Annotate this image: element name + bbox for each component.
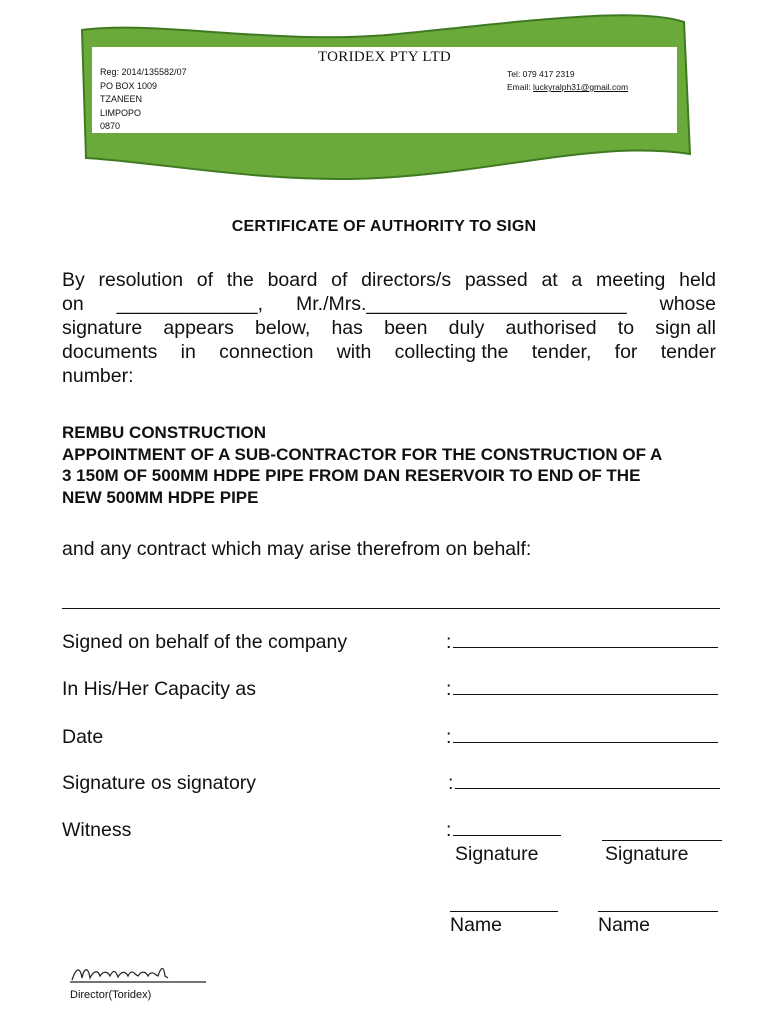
address-line: PO BOX 1009 bbox=[100, 80, 158, 91]
word: appears bbox=[163, 317, 234, 339]
witness-1-name-blank[interactable] bbox=[450, 911, 558, 912]
witness-2-name-blank[interactable] bbox=[598, 911, 718, 912]
paragraph-line bbox=[62, 292, 716, 316]
witness-2-signature-blank[interactable] bbox=[602, 840, 722, 841]
word: below, bbox=[255, 317, 311, 339]
word: passed bbox=[464, 269, 528, 291]
word: of bbox=[196, 269, 214, 291]
capacity-label: In His/Her Capacity as bbox=[62, 678, 256, 700]
word: duly bbox=[448, 317, 485, 339]
colon: : bbox=[446, 726, 452, 748]
word: for bbox=[614, 341, 638, 363]
project-line: REMBU CONSTRUCTION bbox=[62, 423, 266, 442]
word: meeting bbox=[596, 269, 666, 291]
letterhead-panel bbox=[92, 47, 677, 133]
paragraph-line: number: bbox=[62, 365, 134, 387]
arise-statement: and any contract which may arise therefrom on behalf: bbox=[62, 538, 532, 560]
word: collecting the bbox=[394, 341, 509, 363]
behalf-blank-line[interactable] bbox=[62, 608, 720, 609]
witness-2-name-caption: Name bbox=[598, 914, 651, 936]
address-line: Reg: 2014/135582/07 bbox=[100, 67, 187, 77]
signatory-signature-field[interactable] bbox=[448, 772, 720, 795]
word: tender, bbox=[531, 341, 592, 363]
word: connection bbox=[219, 341, 314, 363]
word: in bbox=[180, 341, 196, 363]
director-caption: Director(Toridex) bbox=[70, 989, 152, 1001]
signatory-signature-blank[interactable] bbox=[455, 772, 720, 789]
project-line: NEW 500MM HDPE PIPE bbox=[62, 487, 259, 507]
word: signature bbox=[62, 317, 143, 339]
witness-1-name-caption: Name bbox=[450, 914, 503, 936]
company-name: TORIDEX PTY LTD bbox=[317, 49, 452, 65]
word: been bbox=[384, 317, 428, 339]
witness-label: Witness bbox=[62, 819, 132, 841]
email-line bbox=[507, 81, 628, 94]
paragraph-line bbox=[62, 340, 716, 364]
address-line: LIMPOPO bbox=[100, 107, 142, 118]
colon: : bbox=[448, 772, 454, 794]
company-address bbox=[100, 66, 187, 134]
word: board bbox=[267, 269, 318, 291]
signed-on-behalf-blank[interactable] bbox=[453, 631, 718, 648]
word: with bbox=[336, 341, 372, 363]
word: the bbox=[226, 269, 254, 291]
email-link[interactable]: luckyralph31@gmail.com bbox=[532, 82, 629, 92]
signed-on-behalf-label: Signed on behalf of the company bbox=[62, 631, 348, 653]
word: has bbox=[331, 317, 363, 339]
word: documents bbox=[62, 341, 158, 363]
signed-on-behalf-field[interactable] bbox=[446, 631, 718, 654]
document-title: CERTIFICATE OF AUTHORITY TO SIGN bbox=[231, 218, 537, 235]
director-signature bbox=[68, 958, 208, 986]
telephone: Tel: 079 417 2319 bbox=[507, 69, 575, 79]
colon: : bbox=[446, 678, 452, 700]
witness-1-signature-caption: Signature bbox=[455, 843, 539, 865]
word: held bbox=[679, 269, 716, 291]
word: to bbox=[617, 317, 635, 339]
project-line: APPOINTMENT OF A SUB-CONTRACTOR FOR THE CONSTRUCTION OF A bbox=[62, 444, 663, 464]
witness-field[interactable] bbox=[446, 819, 561, 842]
colon: : bbox=[446, 819, 452, 841]
signatory-signature-label: Signature os signatory bbox=[62, 772, 257, 794]
word: sign all bbox=[655, 317, 716, 339]
witness-2-signature-caption: Signature bbox=[605, 843, 689, 865]
paragraph-line bbox=[62, 316, 716, 340]
word: a bbox=[571, 269, 583, 291]
word: By bbox=[62, 269, 85, 291]
address-line: 0870 bbox=[100, 121, 121, 132]
word: on bbox=[62, 293, 84, 315]
date-field[interactable] bbox=[446, 726, 718, 749]
project-line: 3 150M OF 500MM HDPE PIPE FROM DAN RESERVOIR TO END OF THE bbox=[62, 466, 641, 485]
date-label: Date bbox=[62, 726, 104, 748]
word: whose bbox=[659, 293, 716, 315]
word: directors/s bbox=[361, 269, 452, 291]
date-blank[interactable] bbox=[453, 726, 718, 743]
word: resolution bbox=[98, 269, 184, 291]
tender-project bbox=[62, 422, 722, 508]
meeting-date-blank: _____________, bbox=[116, 293, 264, 315]
word: authorised bbox=[505, 317, 597, 339]
capacity-field[interactable] bbox=[446, 678, 718, 701]
word: tender bbox=[660, 341, 716, 363]
witness-1-signature-blank[interactable] bbox=[453, 819, 561, 836]
capacity-blank[interactable] bbox=[453, 678, 718, 695]
company-contact bbox=[507, 68, 628, 94]
address-line: TZANEEN bbox=[100, 94, 143, 105]
colon: : bbox=[446, 631, 452, 653]
signatory-name-blank: Mr./Mrs.________________________ bbox=[295, 293, 627, 315]
word: of bbox=[331, 269, 348, 291]
resolution-paragraph bbox=[62, 268, 716, 388]
email-label: Email: bbox=[507, 82, 533, 92]
paragraph-line bbox=[62, 268, 716, 292]
word: at bbox=[541, 269, 558, 291]
